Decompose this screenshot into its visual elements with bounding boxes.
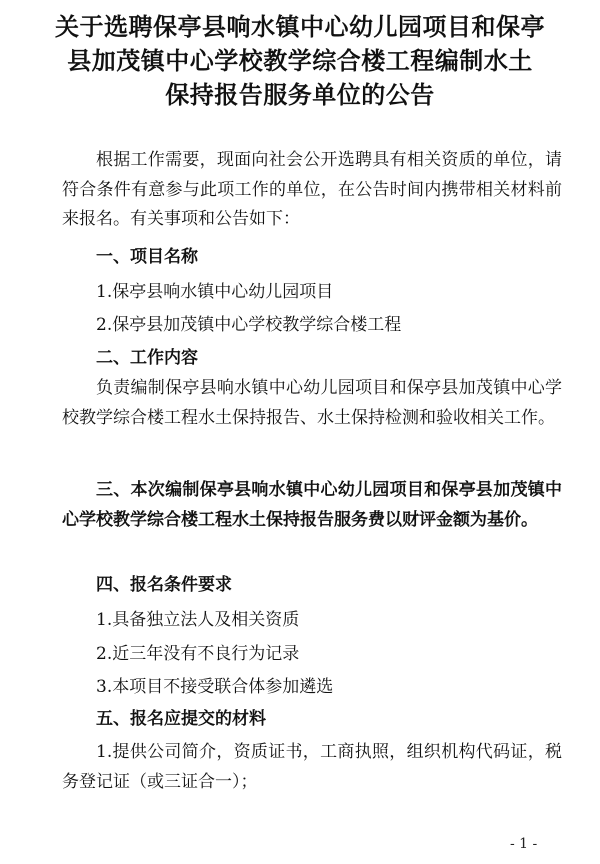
section-1-item-1: 1.保亭县响水镇中心幼儿园项目 <box>96 282 334 302</box>
section-5-item-1: 1.提供公司简介，资质证书，工商执照，组织机构代码证，税务登记证（或三证合一）； <box>62 742 562 792</box>
intro-paragraph: 根据工作需要，现面向社会公开选聘具有相关资质的单位，请符合条件有意参与此项工作的单位，在公告时间内携带相关材料前来报名。有关事项和公告如下： <box>62 150 562 229</box>
page-number: - 1 - <box>510 836 538 852</box>
section-4-item-3: 3.本项目不接受联合体参加遴选 <box>96 677 334 697</box>
section-4-item-2: 2.近三年没有不良行为记录 <box>96 644 300 664</box>
section-1-heading: 一、项目名称 <box>96 247 198 267</box>
section-4-item-1: 1.具备独立法人及相关资质 <box>96 610 300 630</box>
section-5-heading: 五、报名应提交的材料 <box>96 709 266 729</box>
section-4-heading: 四、报名条件要求 <box>96 575 232 595</box>
section-1-item-2: 2.保亭县加茂镇中心学校教学综合楼工程 <box>96 315 402 335</box>
title-line-2: 县加茂镇中心学校教学综合楼工程编制水土 <box>67 47 533 75</box>
title-line-3: 保持报告服务单位的公告 <box>165 81 435 109</box>
section-2-heading: 二、工作内容 <box>96 348 198 368</box>
document-title <box>20 10 580 112</box>
section-2-body: 负责编制保亭县响水镇中心幼儿园项目和保亭县加茂镇中心学校教学综合楼工程水土保持报告、水土保持检测和验收相关工作。 <box>62 378 562 428</box>
section-3-heading: 三、本次编制保亭县响水镇中心幼儿园项目和保亭县加茂镇中心学校教学综合楼工程水土保持报告服务费以财评金额为基价。 <box>62 480 562 530</box>
title-line-1: 关于选聘保亭县响水镇中心幼儿园项目和保亭 <box>55 13 545 41</box>
